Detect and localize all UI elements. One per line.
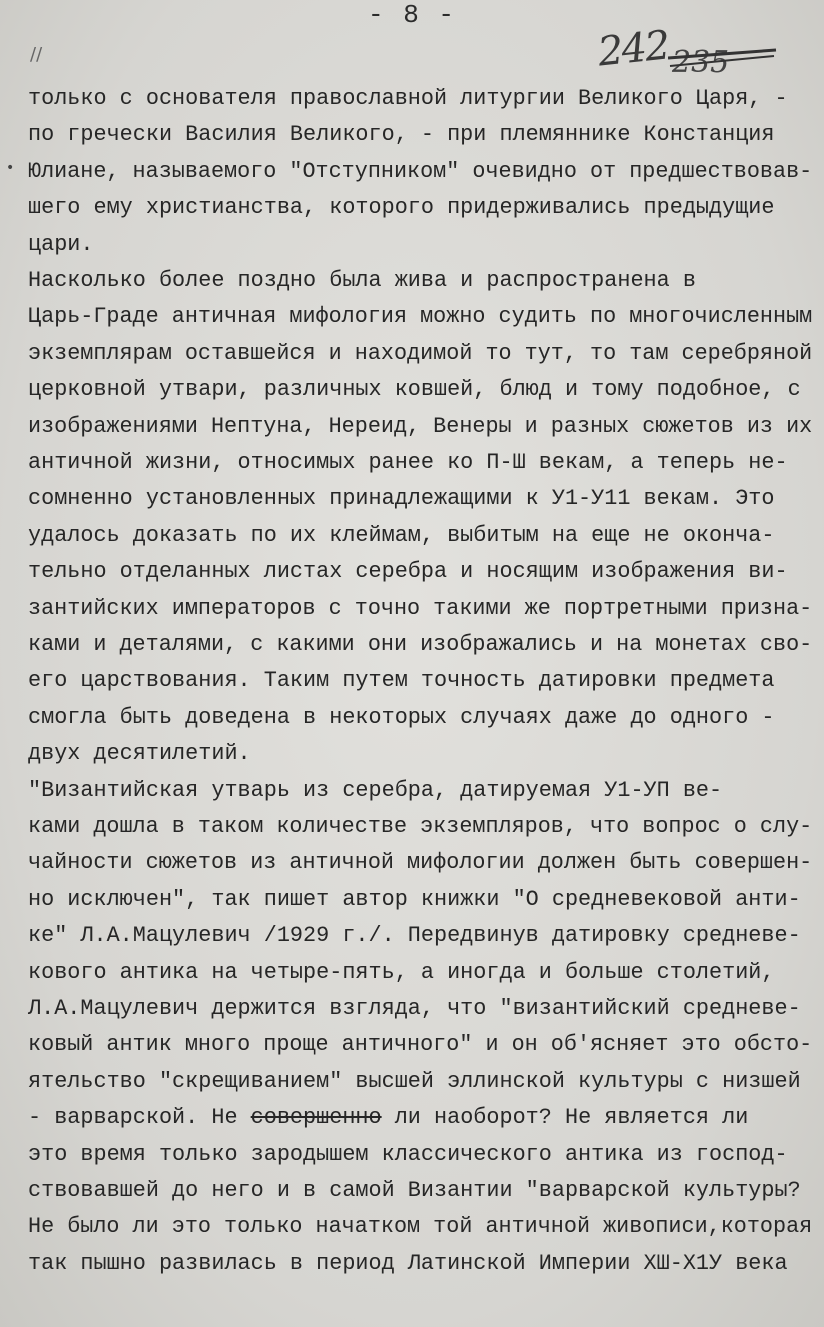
text-line-content: церковной утвари, различных ковшей, блюд и тому подобное, с [28,377,801,403]
text-line-content: Л.А.Мацулевич держится взгляда, что "византийский средневе- [28,996,801,1021]
text-line [28,959,812,987]
text-line [28,1104,812,1132]
text-line-content: - варварской. Не [28,1105,251,1131]
text-line [28,1213,813,1241]
crossed-archive-number-text: 235 [672,45,730,78]
text-line-content: только с основателя православной литургии Великого Царя, - [28,86,788,111]
text-line-content: смогла быть доведена в некоторых случаях даже до одного - [28,704,775,730]
text-line [28,1031,813,1059]
text-line-content: тельно отделанных листах серебра и носящим изображения ви- [28,559,788,585]
text-line-content: двух десятилетий. [28,741,251,767]
text-line [28,704,812,732]
text-line [28,995,812,1023]
text-line [28,121,812,149]
text-line-content: изображениями Нептуна, Нереид, Венеры и разных сюжетов из их [28,413,813,439]
text-line-content: чайности сюжетов из античной мифологии должен быть совершен- [28,850,813,876]
text-line-content: его царствования. Таким путем точность датировки предмета [28,668,775,694]
text-line [28,267,812,295]
text-line [28,922,812,950]
text-line-content: Насколько более поздно была жива и распространена в [28,268,696,293]
text-line [28,667,812,695]
text-line [28,485,812,513]
text-line-content: но исключен", так пишет автор книжки "О средневековой анти- [28,886,801,912]
text-line-content: удалось доказать по их клеймам, выбитым на еще не оконча- [28,522,775,548]
text-line-content: цари. [28,231,94,257]
archive-number-handwritten: 242 [595,22,671,76]
bullet-mark: • [6,160,15,176]
text-line-content: ятельство "скрещиванием" высшей эллинской культуры с низшей [28,1068,801,1094]
text-line-content: шего ему христианства, которого придерживались предыдущие [28,195,775,221]
struck-word: совершенно [250,1105,382,1131]
text-line-content: так пышно развилась в период Латинской Империи ХШ-Х1У века [28,1250,788,1276]
text-line-content: ствовавшей до него и в самой Византии "варварской культуры? [28,1178,801,1203]
text-line [28,1068,812,1096]
text-line-content: ковый антик много проще античного" и он об'ясняет это обсто- [28,1032,813,1058]
text-line-content: кового антика на четыре-пять, а иногда и больше столетий, [28,959,775,985]
text-line-content: зантийских императоров с точно такими же портретными призна- [28,595,813,621]
page-number: - 8 - [367,0,456,30]
margin-mark: // [30,44,43,65]
text-line-content: Не было ли это только начатком той античной живописи,которая [28,1214,813,1240]
text-line-content: ками дошла в таком количестве экземпляров, что вопрос о слу- [28,814,813,839]
text-line [28,1141,812,1169]
text-line-continuation: ли наоборот? Не является ли [381,1105,749,1131]
text-line-content: по гречески Василия Великого, - при племяннике Констанция [28,122,775,148]
text-line [28,449,812,477]
text-line-content: Царь-Граде античная мифология можно судить по многочисленным [28,304,813,330]
text-line [28,340,813,368]
text-line [28,194,812,222]
text-line [28,558,812,586]
text-line [28,522,812,550]
text-line [28,85,812,113]
text-line [28,303,813,331]
text-line [28,849,813,877]
text-line [28,158,813,186]
text-line [28,740,812,768]
text-line [28,376,812,404]
text-line [28,777,812,805]
text-line [28,813,813,841]
text-line [28,1250,812,1278]
text-line-content: античной жизни, относимых ранее ко П-Ш векам, а теперь не- [28,450,788,475]
text-line [28,413,813,441]
text-line [28,595,813,623]
text-line-content: ками и деталями, с какими они изображались и на монетах сво- [28,632,813,657]
text-line [28,631,813,659]
text-line-content: это время только зародышем классического антика из господ- [28,1141,788,1167]
text-line [28,886,812,914]
text-line [28,1177,812,1205]
text-line-content: Юлиане, называемого "Отступником" очевидно от предшествовав- [28,158,813,184]
text-line-content: экземплярам оставшейся и находимой то тут, то там серебряной [28,340,813,366]
text-line-content: ке" Л.А.Мацулевич /1929 г./. Передвинув датировку средневе- [28,923,801,949]
text-line-content: "Византийская утварь из серебра, датируемая У1-УП ве- [28,777,723,803]
text-line [28,231,812,259]
text-line-content: сомненно установленных принадлежащими к У1-У11 векам. Это [28,486,775,512]
